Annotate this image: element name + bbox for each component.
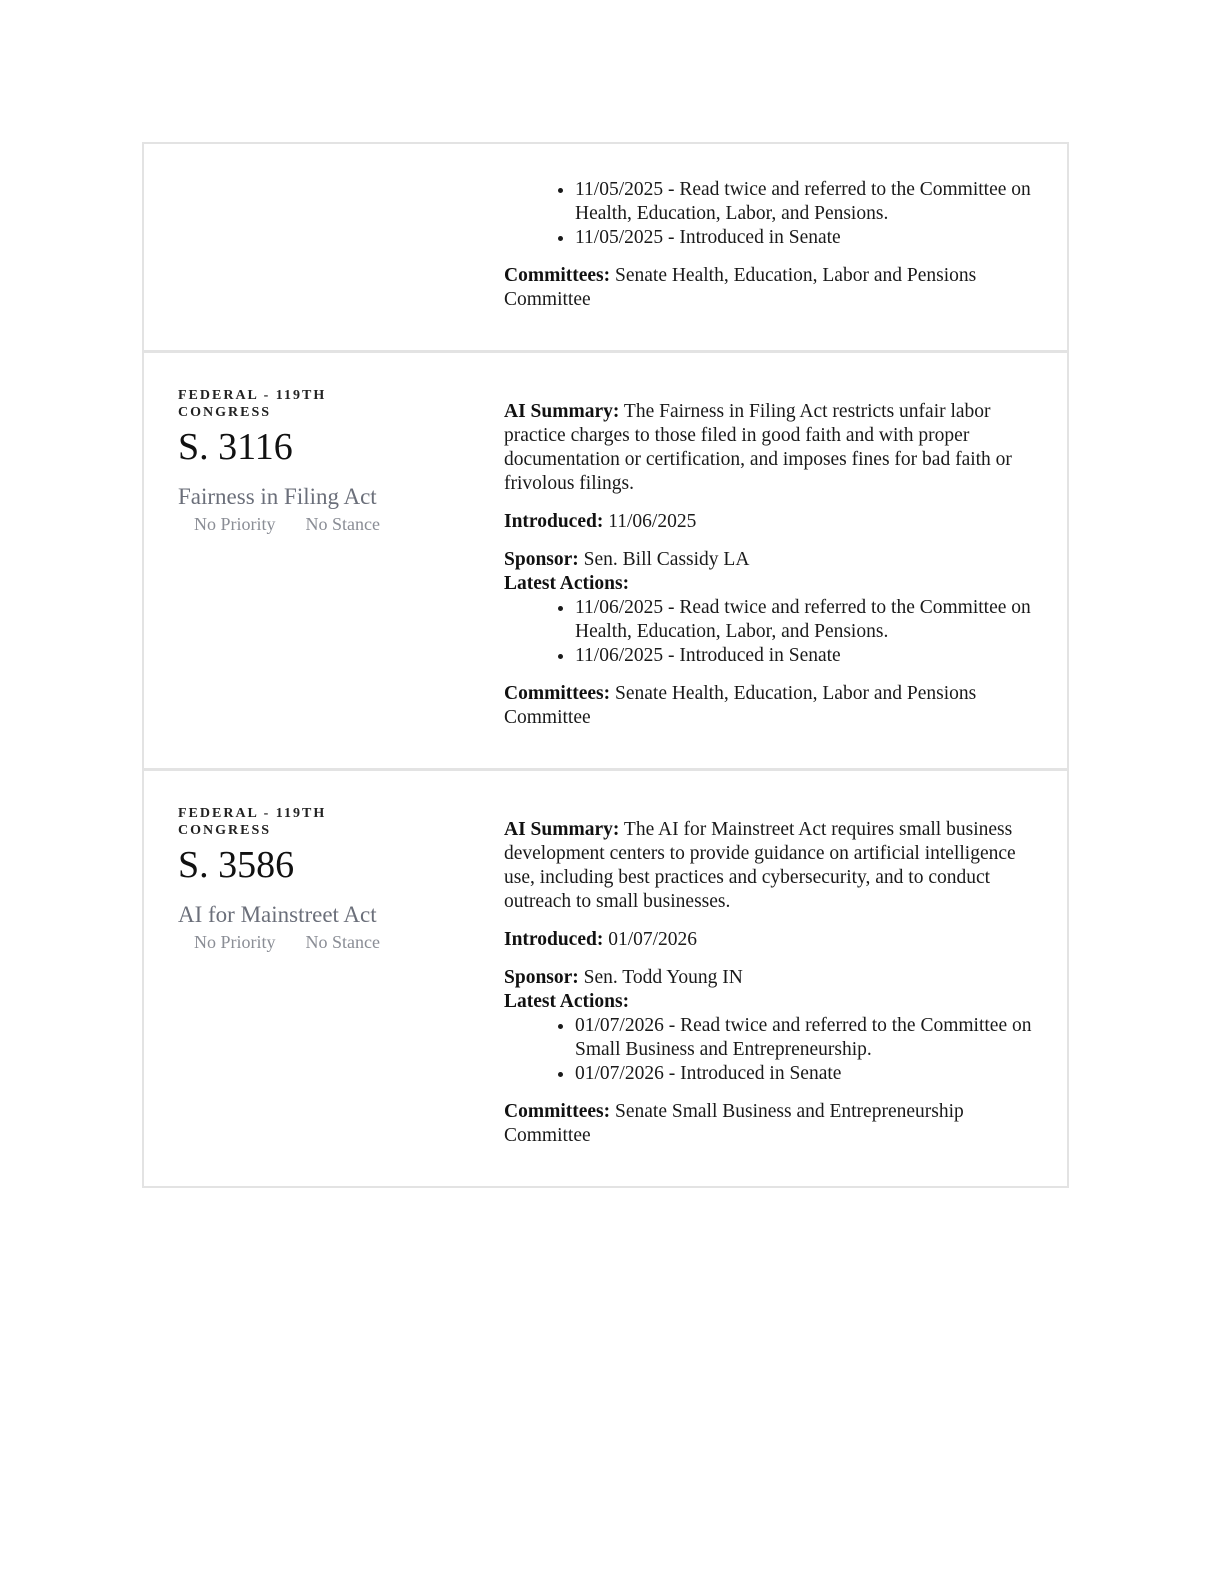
bill-details	[504, 178, 1044, 326]
priority-tag[interactable]: No Priority	[194, 514, 276, 534]
bill-details	[504, 400, 1044, 744]
introduced-label: Introduced:	[504, 929, 604, 950]
bill-title[interactable]: AI for Mainstreet Act	[178, 902, 377, 927]
sponsor-label: Sponsor:	[504, 967, 579, 988]
introduced-label: Introduced:	[504, 511, 604, 532]
stance-tag[interactable]: No Stance	[305, 932, 380, 952]
latest-actions-label: Latest Actions:	[504, 573, 630, 594]
sponsor	[504, 548, 1044, 572]
committees	[504, 682, 1044, 730]
stance-tag[interactable]: No Stance	[305, 514, 380, 534]
committees	[504, 1100, 1044, 1148]
action-item: • 01/07/2026 - Read twice and referred to the Committee on Small Business and Entrepreneurship.	[575, 1014, 1044, 1062]
bill-number[interactable]: S. 3116	[178, 426, 293, 468]
bill-header	[178, 805, 418, 953]
ai-summary	[504, 400, 1044, 496]
sponsor-name: Sen. Bill Cassidy LA	[583, 549, 750, 570]
action-item: • 11/05/2025 - Read twice and referred to the Committee on Health, Education, Labor, and Pensions.	[575, 178, 1044, 226]
committees-value: Senate Health, Education, Labor and Pensions Committee	[504, 265, 977, 310]
introduced-date: 11/06/2025	[608, 511, 697, 532]
jurisdiction-label: FEDERAL - 119TH CONGRESS	[178, 806, 327, 838]
ai-summary	[504, 818, 1044, 914]
bill-header	[178, 387, 418, 535]
latest-actions-heading	[504, 572, 1044, 596]
introduced-date: 01/07/2026	[608, 929, 698, 950]
latest-actions-list	[504, 178, 1044, 250]
latest-actions-heading	[504, 990, 1044, 1014]
bill-row-continued	[144, 144, 1067, 350]
committees-label: Committees:	[504, 265, 611, 286]
priority-tag[interactable]: No Priority	[194, 932, 276, 952]
jurisdiction-label: FEDERAL - 119TH CONGRESS	[178, 388, 327, 420]
ai-summary-label: AI Summary:	[504, 819, 620, 840]
sponsor-label: Sponsor:	[504, 549, 579, 570]
introduced	[504, 510, 1044, 534]
committees-value: Senate Small Business and Entrepreneurship Committee	[504, 1101, 964, 1146]
bill-row	[144, 350, 1067, 768]
action-item: • 11/05/2025 - Introduced in Senate	[575, 226, 1044, 250]
action-item: • 11/06/2025 - Read twice and referred to the Committee on Health, Education, Labor, and Pensions.	[575, 596, 1044, 644]
committees	[504, 264, 1044, 312]
bill-number[interactable]: S. 3586	[178, 844, 295, 886]
action-item: • 11/06/2025 - Introduced in Senate	[575, 644, 1044, 668]
committees-label: Committees:	[504, 683, 611, 704]
ai-summary-text: The Fairness in Filing Act restricts unfair labor practice charges to those filed in good faith and with proper documentation or certification, and imposes fines for bad faith or frivolous filings.	[504, 401, 1012, 494]
sponsor-name: Sen. Todd Young IN	[583, 967, 743, 988]
bill-tags	[178, 514, 418, 535]
committees-value: Senate Health, Education, Labor and Pensions Committee	[504, 683, 977, 728]
latest-actions-list	[504, 1014, 1044, 1086]
bill-title[interactable]: Fairness in Filing Act	[178, 484, 377, 509]
introduced	[504, 928, 1044, 952]
action-item: • 01/07/2026 - Introduced in Senate	[575, 1062, 1044, 1086]
latest-actions-list	[504, 596, 1044, 668]
bill-tags	[178, 932, 418, 953]
ai-summary-label: AI Summary:	[504, 401, 620, 422]
bill-details	[504, 818, 1044, 1162]
latest-actions-label: Latest Actions:	[504, 991, 630, 1012]
sponsor	[504, 966, 1044, 990]
committees-label: Committees:	[504, 1101, 611, 1122]
bill-row	[144, 768, 1067, 1186]
bills-table	[142, 142, 1069, 1188]
ai-summary-text: The AI for Mainstreet Act requires small business development centers to provide guidance on artificial intelligence use, including best practices and cybersecurity, and to conduct outreach to small businesses.	[504, 819, 1016, 912]
